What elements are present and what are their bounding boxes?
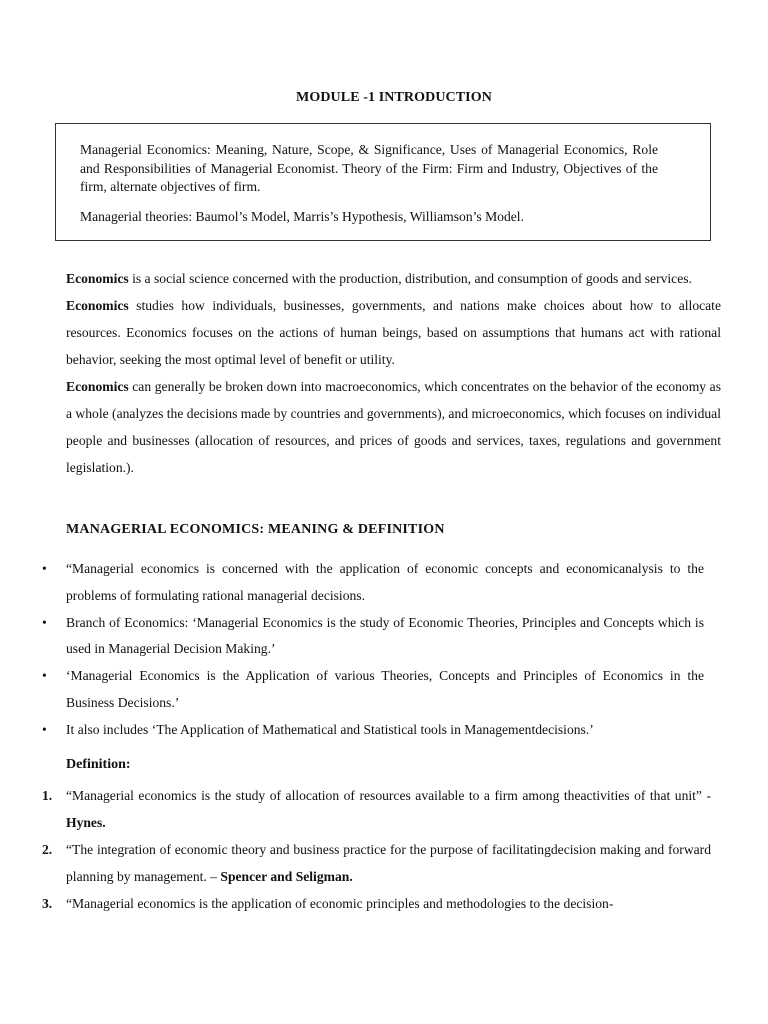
list-item-text: ‘Managerial Economics is the Application of various Theories, Concepts and Principles of Economics in the Business Decisions.’ bbox=[66, 668, 704, 710]
paragraph-text: is a social science concerned with the production, distribution, and consumption of goods and services. bbox=[128, 271, 692, 286]
definition-label: Definition: bbox=[66, 757, 131, 772]
intro-paragraph bbox=[66, 265, 721, 292]
syllabus-paragraph: Managerial theories: Baumol’s Model, Marris’s Hypothesis, Williamson’s Model. bbox=[80, 208, 524, 224]
intro-section bbox=[66, 265, 721, 481]
list-item-text: Branch of Economics: ‘Managerial Economics is the study of Economic Theories, Principles and Concepts which is used in Managerial Decision Making.’ bbox=[66, 614, 704, 657]
syllabus-box bbox=[55, 123, 711, 241]
list-item bbox=[42, 717, 704, 744]
syllabus-paragraph: Managerial Economics: Meaning, Nature, Scope, & Significance, Uses of Managerial Economics, Role and Responsibilities of Managerial Economist. Theory of the Firm: Firm and Industry, Objectives of the firm, alternate objectives of firm. bbox=[80, 142, 658, 194]
intro-paragraph bbox=[66, 373, 721, 481]
bullet-icon: • bbox=[42, 721, 47, 737]
definition-number: 1. bbox=[42, 788, 53, 803]
term-bold: Economics bbox=[66, 298, 129, 313]
bullet-icon: • bbox=[42, 614, 47, 630]
definition-item bbox=[42, 890, 711, 917]
intro-paragraph bbox=[66, 292, 721, 373]
definition-text: “The integration of economic theory and business practice for the purpose of facilitatingdecision making and forward planning by management. – bbox=[66, 842, 711, 884]
paragraph-text: studies how individuals, businesses, governments, and nations make choices about how to allocate resources. Economics focuses on the actions of human beings, based on assumptions that humans act with rational behavior, seeking the most optimal level of benefit or utility. bbox=[66, 298, 721, 367]
list-item-text: It also includes ‘The Application of Mathematical and Statistical tools in Managementdecisions.’ bbox=[66, 721, 594, 737]
definition-author: Spencer and Seligman. bbox=[220, 869, 353, 884]
term-bold: Economics bbox=[66, 271, 129, 286]
list-item bbox=[42, 610, 704, 664]
bullet-list bbox=[42, 556, 704, 744]
list-item bbox=[42, 556, 704, 610]
list-item bbox=[42, 663, 704, 717]
paragraph-text: can generally be broken down into macroeconomics, which concentrates on the behavior of the economy as a whole (analyzes the decisions made by countries and governments), and microeconomics, which focuses on individual people and businesses (allocation of resources, and prices of goods and services, taxes, regulations and government legislation.). bbox=[66, 379, 721, 475]
definition-number: 2. bbox=[42, 842, 53, 857]
section-heading: MANAGERIAL ECONOMICS: MEANING & DEFINITION bbox=[66, 522, 445, 537]
definition-text: “Managerial economics is the application of economic principles and methodologies to the decision- bbox=[66, 896, 614, 911]
definition-item bbox=[42, 782, 711, 836]
definition-text: “Managerial economics is the study of allocation of resources available to a firm among theactivities of that unit” - bbox=[66, 788, 711, 803]
page-title: MODULE -1 INTRODUCTION bbox=[296, 90, 492, 105]
bullet-icon: • bbox=[42, 561, 47, 576]
bullet-icon: • bbox=[42, 668, 47, 684]
definition-item bbox=[42, 836, 711, 890]
definition-list bbox=[42, 782, 711, 917]
term-bold: Economics bbox=[66, 379, 129, 394]
list-item-text: “Managerial economics is concerned with the application of economic concepts and economicanalysis to the problems of formulating rational managerial decisions. bbox=[66, 561, 704, 603]
definition-author: Hynes. bbox=[66, 815, 106, 830]
definition-number: 3. bbox=[42, 896, 53, 911]
